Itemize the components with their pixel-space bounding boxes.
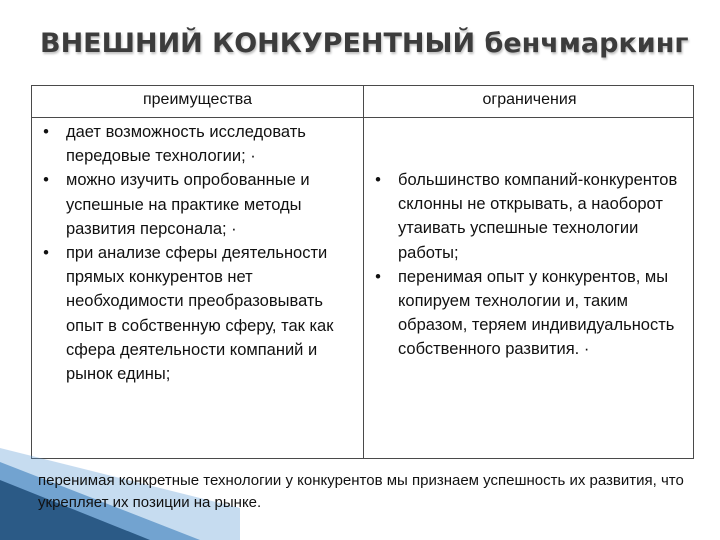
header-divider <box>32 117 693 118</box>
comparison-table <box>31 85 694 459</box>
bullet-icon: • <box>43 244 49 263</box>
bullet-icon: • <box>375 171 381 189</box>
limitation-text: большинство компаний-конкурентов склонны не открывать, а наоборот утаивать успешные технологии работы; <box>398 171 678 262</box>
list-item <box>36 168 361 241</box>
bullet-icon: • <box>43 123 49 141</box>
conclusion-text: перенимая конкретные технологии у конкурентов мы признаем успешность их развития, что укрепляет их позиции на рынке. <box>38 472 684 511</box>
bullet-icon: • <box>375 267 381 286</box>
bullet-icon: • <box>43 171 49 190</box>
column-divider <box>363 86 364 458</box>
list-item <box>368 168 690 265</box>
header-limitations: ограничения <box>482 91 577 108</box>
header-advantages: преимущества <box>142 91 252 108</box>
slide-title: ВНЕШНИЙ КОНКУРЕНТНЫЙ бенчмаркинг <box>40 28 689 59</box>
advantage-text: при анализе сферы деятельности прямых конкурентов нет необходимости преобразовывать опыт в собственную сферу, так как сфера деятельности компаний и рынок едины; <box>66 244 334 384</box>
limitations-list <box>368 168 690 362</box>
list-item <box>368 265 690 362</box>
advantage-text: можно изучить опробованные и успешные на практике методы развития персонала; · <box>66 171 310 238</box>
limitation-text: перенимая опыт у конкурентов, мы копируем технологии и, таким образом, теряем индивидуальность собственного развития. · <box>398 267 675 359</box>
list-item <box>36 241 361 386</box>
advantages-list <box>36 120 361 386</box>
list-item <box>36 120 361 168</box>
advantage-text: дает возможность исследовать передовые технологии; · <box>66 123 306 166</box>
